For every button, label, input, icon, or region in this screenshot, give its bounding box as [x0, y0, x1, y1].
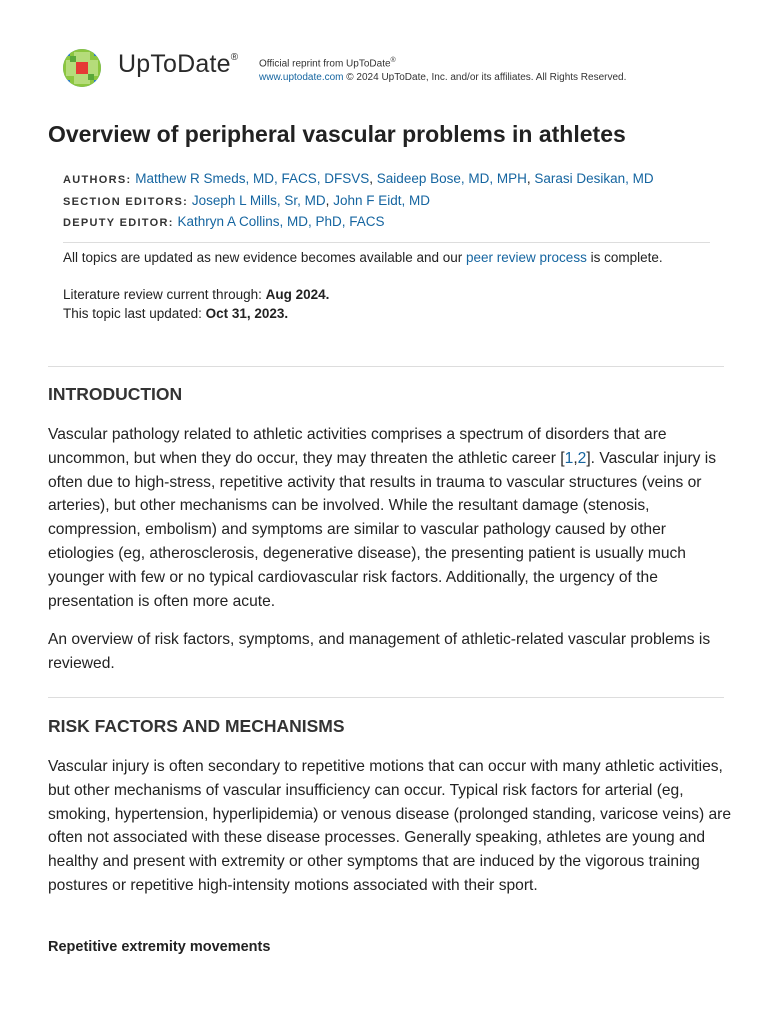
- paragraph: Vascular pathology related to athletic activities comprises a spectrum of disorders that are uncommon, but when they do occur, they may threaten the athletic career [1,2]. Vascular injury is often due to high-stress, repetitive activity that results in trauma to vascular structures (veins or arteries), but other mechanisms can be involved. While the resultant damage (stenosis, compression, embolism) and symptoms are similar to vascular pathology caused by other etiologies (eg, atherosclerosis, degenerative disease), the presenting patient is usually much younger with few or no typical cardiovascular risk factors. Additionally, the urgency of the presentation is often more acute.: [48, 426, 717, 610]
- last-updated-label: This topic last updated:: [63, 306, 206, 321]
- contributors: [63, 169, 654, 234]
- registered-mark: ®: [230, 52, 239, 63]
- lit-review-value: Aug 2024.: [265, 287, 330, 302]
- section-heading: RISK FACTORS AND MECHANISMS: [48, 716, 345, 736]
- reprint-notice: [259, 54, 626, 85]
- reference-link[interactable]: 2: [577, 449, 587, 467]
- lit-review-label: Literature review current through:: [63, 287, 266, 302]
- divider: [48, 697, 724, 698]
- last-updated-value: Oct 31, 2023.: [205, 306, 289, 321]
- section-editors-row: SECTION EDITORS: Joseph L Mills, Sr, MD, John F Eidt, MD: [63, 192, 430, 208]
- divider: [48, 366, 724, 367]
- copyright: © 2024 UpToDate, Inc. and/or its affiliates. All Rights Reserved.: [346, 72, 627, 84]
- reference-link[interactable]: 1: [564, 449, 574, 467]
- editor-link[interactable]: John F Eidt, MD: [333, 192, 430, 208]
- author-link[interactable]: Saideep Bose, MD, MPH: [376, 171, 527, 186]
- registered-mark: ®: [390, 57, 396, 64]
- author-link[interactable]: Matthew R Smeds, MD, FACS, DFSVS: [135, 171, 370, 186]
- divider: [63, 242, 710, 243]
- text: Vascular pathology related to athletic activities comprises a spectrum of disorders that are uncommon, but when they do occur, they may threaten the athletic career [: [48, 426, 667, 467]
- brand-name: [118, 50, 238, 79]
- update-note: [63, 250, 663, 265]
- authors-label: AUTHORS:: [63, 174, 132, 186]
- section-editors-label: SECTION EDITORS:: [63, 195, 189, 208]
- editor-link[interactable]: Joseph L Mills, Sr, MD: [191, 192, 326, 208]
- section-heading: INTRODUCTION: [48, 384, 183, 404]
- deputy-editor-row: [63, 212, 654, 234]
- reprint-line: Official reprint from UpToDate: [259, 58, 391, 70]
- peer-review-link[interactable]: peer review process: [466, 250, 587, 265]
- note-text: All topics are updated as new evidence becomes available and our: [63, 250, 467, 265]
- paragraph: An overview of risk factors, symptoms, and management of athletic-related vascular problems is reviewed.: [48, 631, 711, 672]
- page-title: Overview of peripheral vascular problems in athletes: [48, 121, 626, 147]
- dates: [63, 285, 329, 323]
- site-link[interactable]: www.uptodate.com: [259, 72, 344, 84]
- uptodate-logo-icon: [62, 48, 102, 88]
- editor-link[interactable]: Kathryn A Collins, MD, PhD, FACS: [177, 214, 385, 229]
- deputy-editor-label: DEPUTY EDITOR:: [63, 217, 174, 229]
- authors-row: AUTHORS: Matthew R Smeds, MD, FACS, DFSVS, Saideep Bose, MD, MPH, Sarasi Desikan, MD: [63, 171, 654, 186]
- subheading: Repetitive extremity movements: [48, 939, 271, 955]
- brand-text: UpToDate: [118, 50, 231, 78]
- note-text: is complete.: [586, 250, 663, 265]
- paragraph: Vascular injury is often secondary to repetitive motions that can occur with many athletic activities, but other mechanisms of vascular insufficiency can occur. Typical risk factors for arterial (eg, smoking, hypertension, hyperlipidemia) or venous disease (prolonged standing, varicose veins) are often not associated with these disease processes. Generally speaking, athletes are young and healthy and present with extremity or other symptoms that are induced by the vigorous training postures or repetitive high-intensity motions associated with their sport.: [48, 758, 732, 894]
- text: ]. Vascular injury is often due to high-stress, repetitive activity that results in trauma to vascular structures (veins or arteries), but other mechanisms can be involved. While the resultant damage (stenosis, compression, embolism) and symptoms are similar to vascular pathology caused by other etiologies (eg, atherosclerosis, degenerative disease), the presenting patient is usually much younger with few or no typical cardiovascular risk factors. Additionally, the urgency of the presentation is often more acute.: [48, 449, 717, 610]
- author-link[interactable]: Sarasi Desikan, MD: [534, 171, 654, 186]
